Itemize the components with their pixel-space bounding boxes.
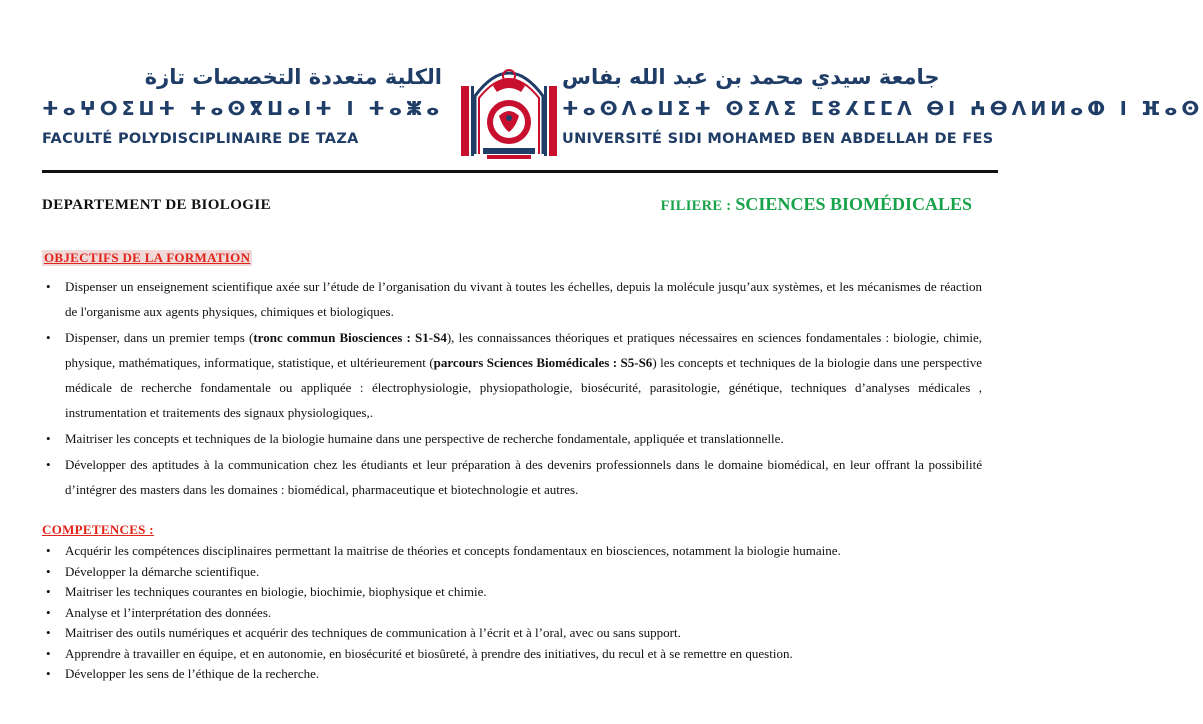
competences-list [42,541,982,685]
list-item: • Acquérir les compétences disciplinaires permettant la maitrise de théories et concepts fondamentaux en biosciences, notamment la biologie humaine. [42,541,982,562]
competences-title: COMPETENCES : [42,522,154,537]
faculty-name-french: FACULTÉ POLYDISCIPLINAIRE DE TAZA [42,131,359,147]
list-item: • Développer les sens de l’éthique de la recherche. [42,664,982,685]
list-item: • Maitriser des outils numériques et acquérir des techniques de communication à l’écrit et à l’oral, avec ou sans support. [42,623,982,644]
university-name-tifinagh: ⵜⴰⵙⴷⴰⵡⵉⵜ ⵙⵉⴷⵉ ⵎⵓⵃⵎⵎⴷ ⴱⵏ ⵄⴱⴷⵍⵍⴰⵀ ⵏ ⴼⴰⵙ [562,98,1203,120]
list-item: • Maitriser les concepts et techniques de la biologie humaine dans une perspective de recherche fondamentale, appliquée et translationnelle. [42,426,982,451]
list-item: • Apprendre à travailler en équipe, et en autonomie, en biosécurité et biosûreté, à prendre des initiatives, du recul et à se remettre en question. [42,644,982,665]
list-item: • Maitriser les techniques courantes en biologie, biochimie, biophysique et chimie. [42,582,982,603]
objectives-title: OBJECTIFS DE LA FORMATION [44,250,251,265]
university-name-french: UNIVERSITÉ SIDI MOHAMED BEN ABDELLAH DE FES [562,131,994,147]
faculty-letterhead [42,62,442,150]
faculty-name-tifinagh: ⵜⴰⵖⵔⵉⵡⵜ ⵜⴰⵙⴳⵡⴰⵏⵜ ⵏ ⵜⴰⵥⴰ [42,98,444,120]
list-item: • Analyse et l’interprétation des données. [42,603,982,624]
filiere-label: FILIERE : [660,198,732,214]
university-emblem-icon [457,56,561,162]
list-item: • Développer des aptitudes à la communication chez les étudiants et leur préparation à des devenirs professionnels dans le domaine biomédical, en leur offrant la possibilité d’intégrer des masters dans les domaines : biomédical, pharmaceutique et biotechnologie et autres. [42,452,982,502]
university-letterhead [562,62,1203,150]
header-divider [42,170,998,173]
list-item: • Développer la démarche scientifique. [42,562,982,583]
filiere-heading [661,194,972,215]
department-title: DEPARTEMENT DE BIOLOGIE [42,197,271,213]
university-name-arabic: جامعة سيدي محمد بن عبد الله بفاس [562,65,940,89]
list-item: • Dispenser un enseignement scientifique axée sur l’étude de l’organisation du vivant à toutes les échelles, depuis la molécule jusqu’aux systèmes, et les mécanismes de réaction de l'organisme aux agents physiques, chimiques et biologiques. [42,274,982,324]
filiere-value: SCIENCES BIOMÉDICALES [735,194,972,214]
faculty-name-arabic: الكلية متعددة التخصصات تازة [144,65,442,89]
objectives-list [42,274,982,503]
list-item: • Dispenser, dans un premier temps (tronc commun Biosciences : S1-S4), les connaissances théoriques et pratiques nécessaires en sciences fondamentales : biologie, chimie, physique, mathématiques, informatique, statistique, et ultérieurement (parcours Sciences Biomédicales : S5-S6) les concepts et techniques de la biologie dans une perspective médicale de recherche fondamentale ou appliquée : électrophysiologie, physiopathologie, biosécurité, parasitologie, génétique, techniques d’analyses médicales , instrumentation et traitements des signaux physiologiques,. [42,325,982,425]
